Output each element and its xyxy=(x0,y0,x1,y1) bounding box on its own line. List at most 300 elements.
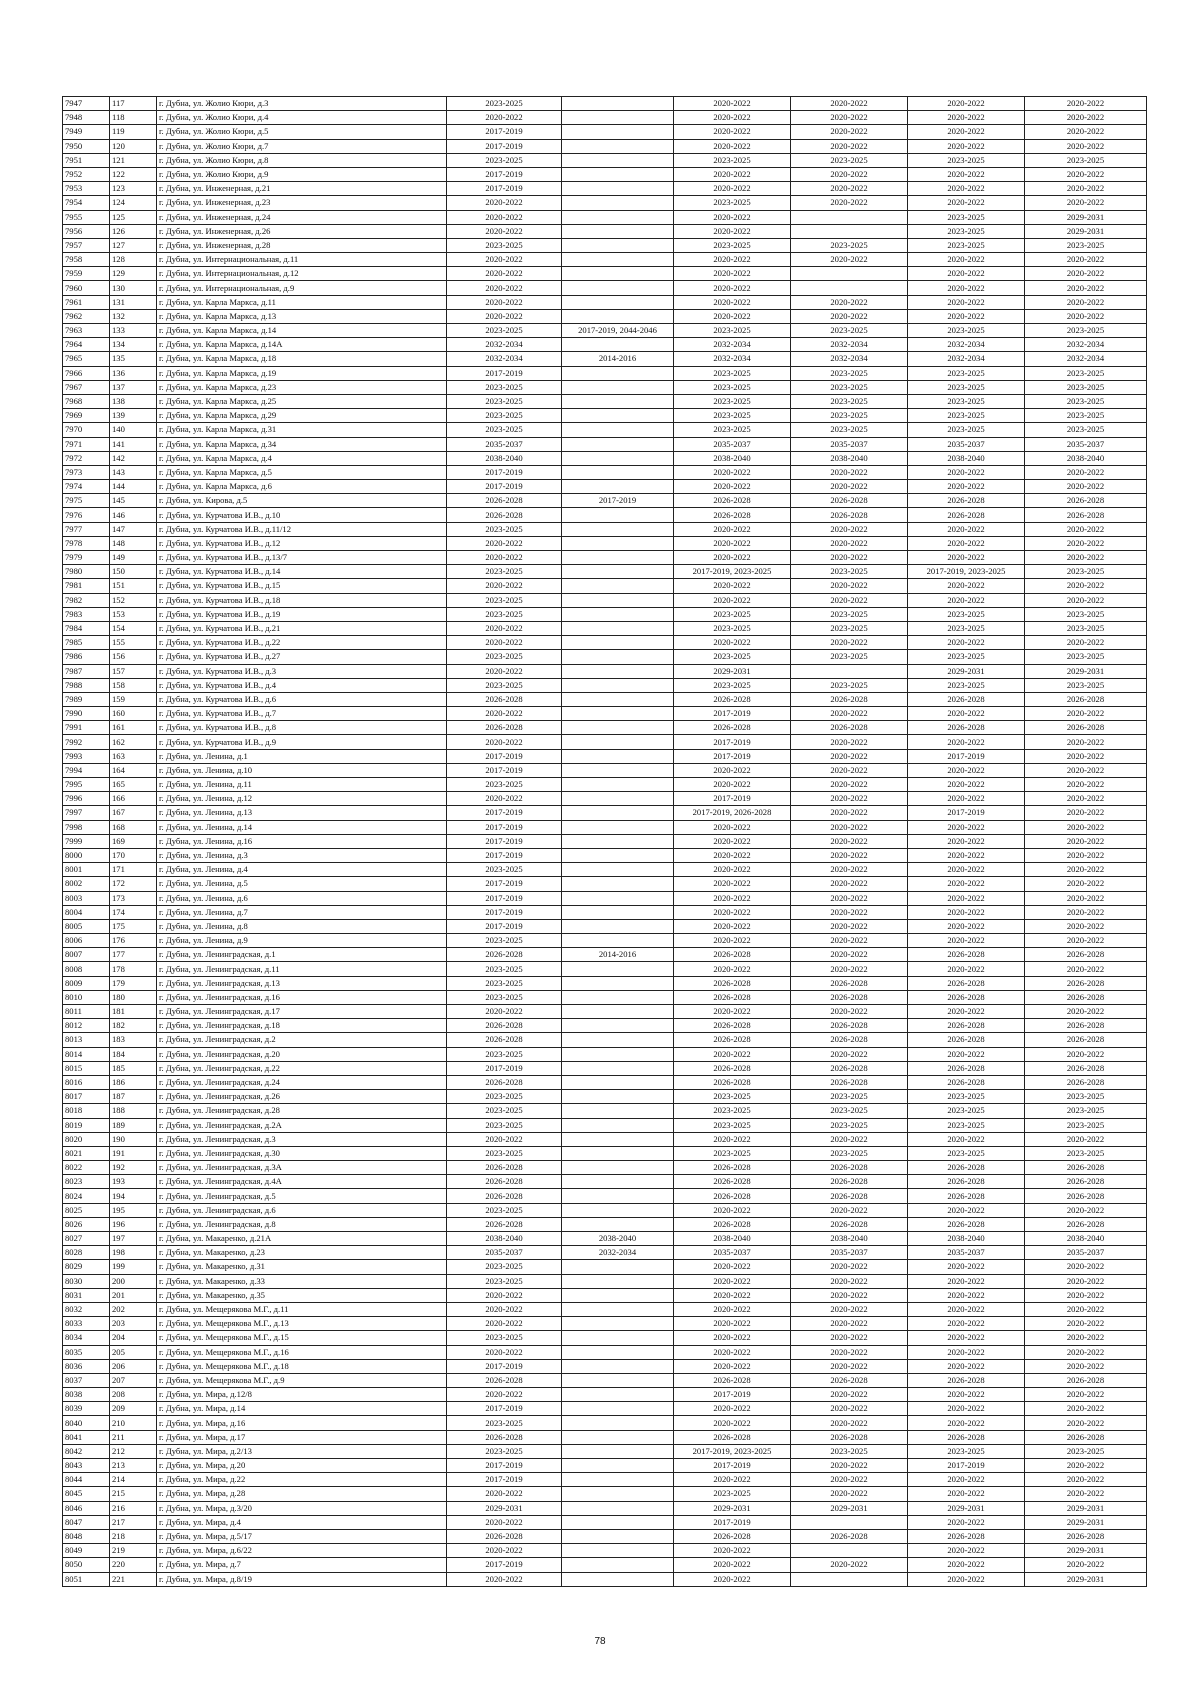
cell-period-5: 2023-2025 xyxy=(908,210,1025,224)
cell-address: г. Дубна, ул. Ленинградская, д.3А xyxy=(157,1161,447,1175)
table-row xyxy=(63,1459,1147,1473)
cell-period-5: 2020-2022 xyxy=(908,934,1025,948)
cell-period-3: 2023-2025 xyxy=(674,196,791,210)
table-row xyxy=(63,919,1147,933)
cell-period-2 xyxy=(562,593,674,607)
cell-period-5: 2020-2022 xyxy=(908,1544,1025,1558)
cell-address: г. Дубна, ул. Ленинградская, д.17 xyxy=(157,1005,447,1019)
cell-address: г. Дубна, ул. Курчатова И.В., д.14 xyxy=(157,565,447,579)
cell-period-2 xyxy=(562,891,674,905)
cell-period-5: 2032-2034 xyxy=(908,352,1025,366)
cell-period-3: 2020-2022 xyxy=(674,863,791,877)
cell-period-1: 2026-2028 xyxy=(447,1217,562,1231)
cell-row-seq: 132 xyxy=(110,309,157,323)
cell-period-3: 2020-2022 xyxy=(674,1288,791,1302)
table-row xyxy=(63,480,1147,494)
table-row xyxy=(63,905,1147,919)
cell-period-2: 2014-2016 xyxy=(562,948,674,962)
cell-period-1: 2017-2019 xyxy=(447,1558,562,1572)
cell-period-6: 2029-2031 xyxy=(1025,664,1147,678)
cell-row-seq: 217 xyxy=(110,1515,157,1529)
cell-period-3: 2020-2022 xyxy=(674,820,791,834)
cell-period-1: 2020-2022 xyxy=(447,224,562,238)
cell-period-3: 2020-2022 xyxy=(674,636,791,650)
cell-period-2 xyxy=(562,1090,674,1104)
cell-address: г. Дубна, ул. Курчатова И.В., д.27 xyxy=(157,650,447,664)
cell-period-1: 2026-2028 xyxy=(447,508,562,522)
cell-period-4: 2026-2028 xyxy=(791,1075,908,1089)
table-row xyxy=(63,267,1147,281)
cell-row-id: 8039 xyxy=(63,1402,110,1416)
cell-period-5: 2020-2022 xyxy=(908,281,1025,295)
cell-period-5: 2038-2040 xyxy=(908,1232,1025,1246)
cell-period-5: 2026-2028 xyxy=(908,1217,1025,1231)
cell-period-2 xyxy=(562,1345,674,1359)
table-row xyxy=(63,465,1147,479)
cell-row-seq: 149 xyxy=(110,551,157,565)
cell-period-2 xyxy=(562,636,674,650)
cell-period-3: 2017-2019 xyxy=(674,735,791,749)
cell-period-6: 2020-2022 xyxy=(1025,863,1147,877)
cell-period-2 xyxy=(562,267,674,281)
cell-address: г. Дубна, ул. Ленинградская, д.11 xyxy=(157,962,447,976)
cell-period-4: 2020-2022 xyxy=(791,111,908,125)
table-row xyxy=(63,324,1147,338)
cell-period-3: 2020-2022 xyxy=(674,480,791,494)
cell-row-seq: 179 xyxy=(110,976,157,990)
table-row xyxy=(63,565,1147,579)
cell-period-6: 2023-2025 xyxy=(1025,394,1147,408)
cell-period-5: 2020-2022 xyxy=(908,480,1025,494)
cell-row-seq: 141 xyxy=(110,437,157,451)
cell-period-4: 2020-2022 xyxy=(791,182,908,196)
cell-address: г. Дубна, ул. Инженерная, д.26 xyxy=(157,224,447,238)
cell-row-id: 7995 xyxy=(63,778,110,792)
cell-address: г. Дубна, ул. Ленина, д.6 xyxy=(157,891,447,905)
cell-period-2 xyxy=(562,692,674,706)
cell-period-6: 2026-2028 xyxy=(1025,721,1147,735)
table-row xyxy=(63,451,1147,465)
cell-period-4: 2020-2022 xyxy=(791,593,908,607)
table-row xyxy=(63,153,1147,167)
cell-address: г. Дубна, ул. Ленинградская, д.28 xyxy=(157,1104,447,1118)
cell-period-4: 2020-2022 xyxy=(791,763,908,777)
cell-period-3: 2020-2022 xyxy=(674,905,791,919)
cell-period-1: 2020-2022 xyxy=(447,1388,562,1402)
cell-period-6: 2029-2031 xyxy=(1025,1501,1147,1515)
cell-period-3: 2029-2031 xyxy=(674,664,791,678)
cell-period-3: 2032-2034 xyxy=(674,352,791,366)
cell-period-3: 2020-2022 xyxy=(674,139,791,153)
cell-period-2 xyxy=(562,423,674,437)
cell-period-2 xyxy=(562,394,674,408)
cell-period-2 xyxy=(562,1146,674,1160)
cell-period-2 xyxy=(562,380,674,394)
cell-period-3: 2020-2022 xyxy=(674,848,791,862)
cell-row-id: 8013 xyxy=(63,1033,110,1047)
cell-period-3: 2020-2022 xyxy=(674,182,791,196)
cell-period-2 xyxy=(562,1430,674,1444)
table-row xyxy=(63,281,1147,295)
table-row xyxy=(63,863,1147,877)
cell-period-4: 2026-2028 xyxy=(791,990,908,1004)
table-row xyxy=(63,253,1147,267)
cell-period-4: 2023-2025 xyxy=(791,1444,908,1458)
cell-period-1: 2023-2025 xyxy=(447,409,562,423)
cell-period-5: 2026-2028 xyxy=(908,948,1025,962)
cell-period-6: 2026-2028 xyxy=(1025,1189,1147,1203)
cell-period-5: 2023-2025 xyxy=(908,607,1025,621)
table-row xyxy=(63,607,1147,621)
cell-period-1: 2023-2025 xyxy=(447,1274,562,1288)
cell-period-5: 2026-2028 xyxy=(908,1430,1025,1444)
cell-period-3: 2020-2022 xyxy=(674,522,791,536)
cell-period-3: 2017-2019 xyxy=(674,1515,791,1529)
cell-period-5: 2020-2022 xyxy=(908,1487,1025,1501)
cell-period-5: 2026-2028 xyxy=(908,1061,1025,1075)
cell-period-1: 2017-2019 xyxy=(447,919,562,933)
cell-period-4 xyxy=(791,1544,908,1558)
cell-address: г. Дубна, ул. Интернациональная, д.9 xyxy=(157,281,447,295)
cell-period-6: 2023-2025 xyxy=(1025,380,1147,394)
cell-period-1: 2020-2022 xyxy=(447,1515,562,1529)
cell-period-4: 2026-2028 xyxy=(791,976,908,990)
cell-period-4: 2020-2022 xyxy=(791,551,908,565)
cell-period-2 xyxy=(562,97,674,111)
table-row xyxy=(63,536,1147,550)
cell-period-1: 2020-2022 xyxy=(447,196,562,210)
cell-address: г. Дубна, ул. Курчатова И.В., д.6 xyxy=(157,692,447,706)
cell-period-5: 2020-2022 xyxy=(908,962,1025,976)
cell-period-2 xyxy=(562,366,674,380)
cell-period-2: 2017-2019 xyxy=(562,494,674,508)
cell-period-2 xyxy=(562,508,674,522)
cell-row-id: 8041 xyxy=(63,1430,110,1444)
table-row xyxy=(63,1388,1147,1402)
cell-period-6: 2020-2022 xyxy=(1025,1416,1147,1430)
cell-address: г. Дубна, ул. Мира, д.12/8 xyxy=(157,1388,447,1402)
cell-period-5: 2020-2022 xyxy=(908,848,1025,862)
cell-row-id: 7953 xyxy=(63,182,110,196)
cell-period-1: 2026-2028 xyxy=(447,1175,562,1189)
table-row xyxy=(63,97,1147,111)
cell-period-6: 2026-2028 xyxy=(1025,1019,1147,1033)
cell-period-2 xyxy=(562,919,674,933)
cell-period-3: 2020-2022 xyxy=(674,579,791,593)
cell-period-4: 2020-2022 xyxy=(791,97,908,111)
cell-address: г. Дубна, ул. Карла Маркса, д.25 xyxy=(157,394,447,408)
cell-period-6: 2020-2022 xyxy=(1025,1302,1147,1316)
cell-address: г. Дубна, ул. Курчатова И.В., д.12 xyxy=(157,536,447,550)
table-row xyxy=(63,210,1147,224)
cell-row-seq: 216 xyxy=(110,1501,157,1515)
cell-period-5: 2020-2022 xyxy=(908,891,1025,905)
cell-period-6: 2020-2022 xyxy=(1025,919,1147,933)
cell-period-4: 2020-2022 xyxy=(791,465,908,479)
cell-period-6: 2020-2022 xyxy=(1025,792,1147,806)
cell-row-seq: 208 xyxy=(110,1388,157,1402)
cell-row-seq: 212 xyxy=(110,1444,157,1458)
cell-period-1: 2017-2019 xyxy=(447,167,562,181)
cell-period-4: 2020-2022 xyxy=(791,1558,908,1572)
cell-row-id: 8049 xyxy=(63,1544,110,1558)
cell-address: г. Дубна, ул. Карла Маркса, д.11 xyxy=(157,295,447,309)
cell-period-6: 2020-2022 xyxy=(1025,778,1147,792)
cell-period-3: 2020-2022 xyxy=(674,1260,791,1274)
cell-period-6: 2023-2025 xyxy=(1025,1104,1147,1118)
cell-period-1: 2023-2025 xyxy=(447,1047,562,1061)
cell-row-id: 7986 xyxy=(63,650,110,664)
cell-period-1: 2023-2025 xyxy=(447,1260,562,1274)
cell-period-6: 2029-2031 xyxy=(1025,1544,1147,1558)
cell-address: г. Дубна, ул. Кирова, д.5 xyxy=(157,494,447,508)
cell-period-2 xyxy=(562,1459,674,1473)
cell-period-3: 2020-2022 xyxy=(674,1005,791,1019)
cell-period-4: 2020-2022 xyxy=(791,1203,908,1217)
cell-period-1: 2026-2028 xyxy=(447,494,562,508)
cell-period-2 xyxy=(562,139,674,153)
cell-period-5: 2020-2022 xyxy=(908,1132,1025,1146)
cell-row-id: 7987 xyxy=(63,664,110,678)
cell-address: г. Дубна, ул. Мира, д.20 xyxy=(157,1459,447,1473)
table-row xyxy=(63,1558,1147,1572)
cell-period-2 xyxy=(562,153,674,167)
cell-period-3: 2020-2022 xyxy=(674,1544,791,1558)
cell-row-seq: 191 xyxy=(110,1146,157,1160)
cell-period-4 xyxy=(791,664,908,678)
cell-period-2 xyxy=(562,224,674,238)
table-row xyxy=(63,1529,1147,1543)
cell-period-2 xyxy=(562,1572,674,1586)
cell-period-6: 2020-2022 xyxy=(1025,1132,1147,1146)
cell-period-6: 2020-2022 xyxy=(1025,806,1147,820)
table-row xyxy=(63,437,1147,451)
cell-row-seq: 204 xyxy=(110,1331,157,1345)
cell-period-4: 2020-2022 xyxy=(791,735,908,749)
cell-period-3: 2026-2028 xyxy=(674,508,791,522)
cell-period-3: 2023-2025 xyxy=(674,1118,791,1132)
cell-period-1: 2017-2019 xyxy=(447,834,562,848)
cell-period-2 xyxy=(562,1302,674,1316)
cell-period-5: 2023-2025 xyxy=(908,1118,1025,1132)
cell-period-2 xyxy=(562,621,674,635)
cell-period-5: 2026-2028 xyxy=(908,1033,1025,1047)
cell-period-1: 2038-2040 xyxy=(447,1232,562,1246)
cell-period-2 xyxy=(562,1104,674,1118)
cell-period-4: 2020-2022 xyxy=(791,1288,908,1302)
cell-period-3: 2023-2025 xyxy=(674,1487,791,1501)
cell-period-6: 2023-2025 xyxy=(1025,621,1147,635)
cell-address: г. Дубна, ул. Мира, д.2/13 xyxy=(157,1444,447,1458)
cell-period-1: 2020-2022 xyxy=(447,551,562,565)
table-row xyxy=(63,1260,1147,1274)
cell-period-6: 2026-2028 xyxy=(1025,990,1147,1004)
cell-period-6: 2023-2025 xyxy=(1025,153,1147,167)
cell-period-1: 2023-2025 xyxy=(447,593,562,607)
cell-period-6: 2020-2022 xyxy=(1025,295,1147,309)
table-row xyxy=(63,707,1147,721)
cell-period-4: 2035-2037 xyxy=(791,1246,908,1260)
cell-row-seq: 123 xyxy=(110,182,157,196)
cell-row-id: 8025 xyxy=(63,1203,110,1217)
cell-period-1: 2023-2025 xyxy=(447,1090,562,1104)
cell-period-2 xyxy=(562,962,674,976)
cell-row-id: 8012 xyxy=(63,1019,110,1033)
cell-period-6: 2023-2025 xyxy=(1025,366,1147,380)
cell-row-seq: 198 xyxy=(110,1246,157,1260)
cell-period-6: 2026-2028 xyxy=(1025,1061,1147,1075)
cell-period-3: 2017-2019, 2023-2025 xyxy=(674,565,791,579)
cell-period-6: 2020-2022 xyxy=(1025,763,1147,777)
table-row xyxy=(63,990,1147,1004)
cell-row-id: 7968 xyxy=(63,394,110,408)
cell-row-seq: 192 xyxy=(110,1161,157,1175)
cell-period-2 xyxy=(562,678,674,692)
cell-period-1: 2035-2037 xyxy=(447,1246,562,1260)
cell-row-id: 8035 xyxy=(63,1345,110,1359)
cell-period-4: 2026-2028 xyxy=(791,1019,908,1033)
cell-row-seq: 134 xyxy=(110,338,157,352)
cell-row-seq: 210 xyxy=(110,1416,157,1430)
cell-row-seq: 152 xyxy=(110,593,157,607)
cell-row-seq: 200 xyxy=(110,1274,157,1288)
cell-address: г. Дубна, ул. Курчатова И.В., д.13/7 xyxy=(157,551,447,565)
cell-period-3: 2026-2028 xyxy=(674,1161,791,1175)
cell-row-id: 8030 xyxy=(63,1274,110,1288)
cell-address: г. Дубна, ул. Ленинградская, д.26 xyxy=(157,1090,447,1104)
cell-period-3: 2020-2022 xyxy=(674,1331,791,1345)
cell-address: г. Дубна, ул. Ленина, д.12 xyxy=(157,792,447,806)
table-row xyxy=(63,1416,1147,1430)
cell-period-5: 2026-2028 xyxy=(908,1373,1025,1387)
cell-period-4: 2026-2028 xyxy=(791,1061,908,1075)
cell-period-5: 2023-2025 xyxy=(908,224,1025,238)
cell-period-1: 2026-2028 xyxy=(447,1161,562,1175)
cell-row-seq: 151 xyxy=(110,579,157,593)
cell-row-seq: 143 xyxy=(110,465,157,479)
cell-address: г. Дубна, ул. Ленина, д.11 xyxy=(157,778,447,792)
cell-row-seq: 171 xyxy=(110,863,157,877)
table-row xyxy=(63,1430,1147,1444)
cell-period-3: 2020-2022 xyxy=(674,1558,791,1572)
cell-row-seq: 178 xyxy=(110,962,157,976)
cell-row-seq: 197 xyxy=(110,1232,157,1246)
cell-period-1: 2023-2025 xyxy=(447,324,562,338)
cell-row-id: 7971 xyxy=(63,437,110,451)
cell-row-seq: 131 xyxy=(110,295,157,309)
cell-row-id: 7984 xyxy=(63,621,110,635)
cell-period-6: 2023-2025 xyxy=(1025,1444,1147,1458)
cell-row-id: 7951 xyxy=(63,153,110,167)
cell-period-2 xyxy=(562,820,674,834)
cell-period-4: 2026-2028 xyxy=(791,1189,908,1203)
cell-row-id: 8028 xyxy=(63,1246,110,1260)
cell-address: г. Дубна, ул. Макаренко, д.23 xyxy=(157,1246,447,1260)
table-row xyxy=(63,792,1147,806)
table-row xyxy=(63,721,1147,735)
cell-period-2 xyxy=(562,735,674,749)
cell-period-5: 2020-2022 xyxy=(908,707,1025,721)
cell-row-id: 7950 xyxy=(63,139,110,153)
cell-period-4: 2020-2022 xyxy=(791,863,908,877)
cell-period-3: 2038-2040 xyxy=(674,451,791,465)
cell-period-5: 2020-2022 xyxy=(908,536,1025,550)
cell-period-4: 2020-2022 xyxy=(791,792,908,806)
cell-period-1: 2023-2025 xyxy=(447,1104,562,1118)
cell-period-2 xyxy=(562,111,674,125)
cell-period-6: 2020-2022 xyxy=(1025,139,1147,153)
cell-row-id: 7980 xyxy=(63,565,110,579)
cell-period-1: 2017-2019 xyxy=(447,139,562,153)
cell-period-5: 2026-2028 xyxy=(908,1175,1025,1189)
cell-period-1: 2026-2028 xyxy=(447,1033,562,1047)
cell-period-1: 2020-2022 xyxy=(447,295,562,309)
cell-period-1: 2023-2025 xyxy=(447,778,562,792)
cell-row-seq: 199 xyxy=(110,1260,157,1274)
cell-period-4: 2026-2028 xyxy=(791,1373,908,1387)
cell-period-1: 2017-2019 xyxy=(447,366,562,380)
cell-address: г. Дубна, ул. Мира, д.17 xyxy=(157,1430,447,1444)
cell-row-seq: 206 xyxy=(110,1359,157,1373)
cell-period-6: 2023-2025 xyxy=(1025,324,1147,338)
cell-row-seq: 194 xyxy=(110,1189,157,1203)
cell-period-6: 2020-2022 xyxy=(1025,551,1147,565)
cell-row-seq: 165 xyxy=(110,778,157,792)
cell-period-1: 2017-2019 xyxy=(447,820,562,834)
cell-period-4: 2020-2022 xyxy=(791,1260,908,1274)
cell-period-4 xyxy=(791,1572,908,1586)
cell-period-3: 2020-2022 xyxy=(674,891,791,905)
cell-row-seq: 185 xyxy=(110,1061,157,1075)
cell-row-seq: 147 xyxy=(110,522,157,536)
cell-period-2 xyxy=(562,1444,674,1458)
cell-period-2 xyxy=(562,1359,674,1373)
cell-row-seq: 125 xyxy=(110,210,157,224)
cell-period-6: 2026-2028 xyxy=(1025,1161,1147,1175)
cell-period-1: 2020-2022 xyxy=(447,621,562,635)
cell-period-1: 2020-2022 xyxy=(447,1487,562,1501)
cell-address: г. Дубна, ул. Курчатова И.В., д.8 xyxy=(157,721,447,735)
cell-period-3: 2023-2025 xyxy=(674,324,791,338)
cell-period-6: 2020-2022 xyxy=(1025,125,1147,139)
cell-period-5: 2020-2022 xyxy=(908,182,1025,196)
cell-row-seq: 138 xyxy=(110,394,157,408)
cell-period-2 xyxy=(562,1544,674,1558)
cell-period-4 xyxy=(791,210,908,224)
cell-period-4: 2020-2022 xyxy=(791,253,908,267)
cell-period-4: 2026-2028 xyxy=(791,692,908,706)
cell-period-5: 2020-2022 xyxy=(908,111,1025,125)
cell-period-3: 2020-2022 xyxy=(674,1473,791,1487)
cell-period-5: 2026-2028 xyxy=(908,976,1025,990)
cell-period-5: 2023-2025 xyxy=(908,1104,1025,1118)
schedule-table-container xyxy=(62,96,1146,1587)
table-row xyxy=(63,1345,1147,1359)
cell-period-6: 2020-2022 xyxy=(1025,1274,1147,1288)
cell-period-3: 2023-2025 xyxy=(674,380,791,394)
cell-period-1: 2023-2025 xyxy=(447,565,562,579)
cell-period-3: 2029-2031 xyxy=(674,1501,791,1515)
cell-period-1: 2023-2025 xyxy=(447,863,562,877)
cell-period-4: 2023-2025 xyxy=(791,1118,908,1132)
cell-address: г. Дубна, ул. Ленинградская, д.6 xyxy=(157,1203,447,1217)
cell-period-2 xyxy=(562,338,674,352)
cell-period-1: 2017-2019 xyxy=(447,763,562,777)
cell-period-3: 2023-2025 xyxy=(674,153,791,167)
cell-period-1: 2023-2025 xyxy=(447,153,562,167)
cell-period-6: 2032-2034 xyxy=(1025,352,1147,366)
cell-period-6: 2020-2022 xyxy=(1025,267,1147,281)
